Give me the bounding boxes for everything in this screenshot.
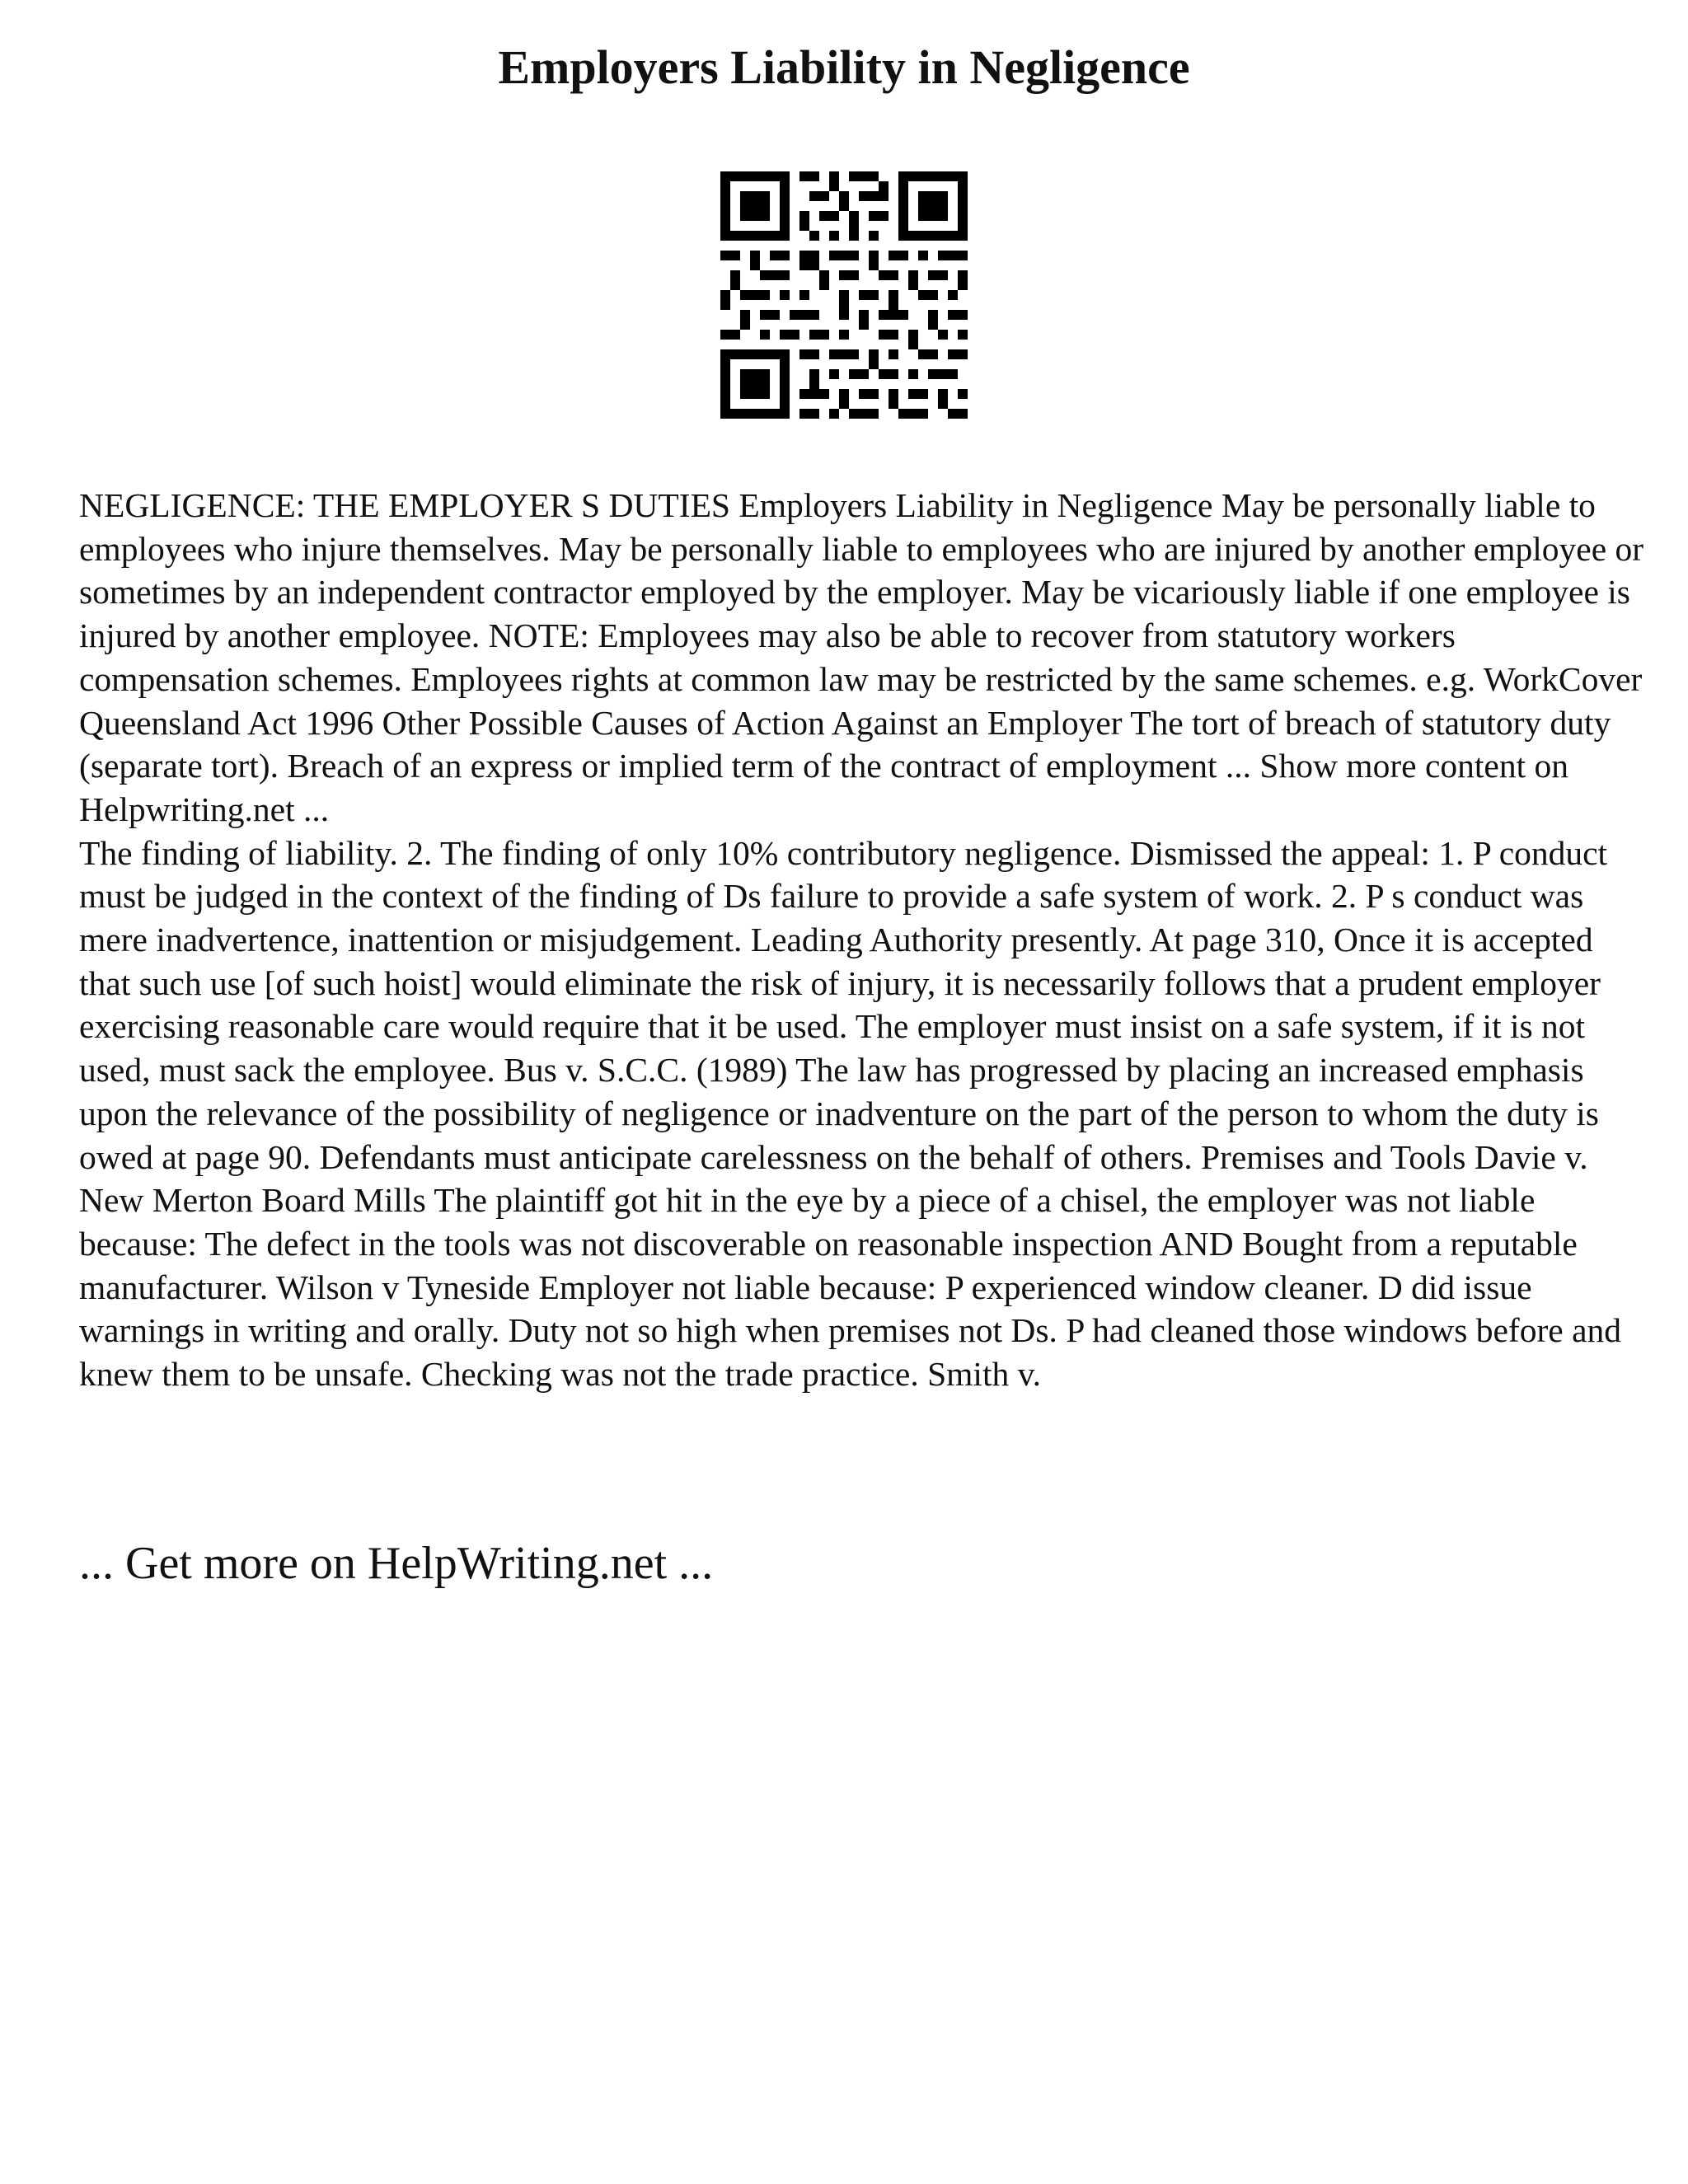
body-paragraph: NEGLIGENCE: THE EMPLOYER S DUTIES Employers Liability in Negligence May be personally liable to employees who injure themselves. May be personally liable to employees who are injured by another employee or sometimes by an independent contractor employed by the employer. May be vicariously liable if one employee is injured by another employee. NOTE: Employees may also be able to recover from statutory workers compensation schemes. Employees rights at common law may be restricted by the same schemes. e.g. WorkCover Queensland Act 1996 Other Possible Causes of Action Against an Employer The tort of breach of statutory duty (separate tort). Breach of an express or implied term of the contract of employment ... Show more content on Helpwriting.net ... bbox=[79, 486, 1644, 828]
body-paragraph: The finding of liability. 2. The finding of only 10% contributory negligence. Dismissed the appeal: 1. P conduct must be judged in the context of the finding of Ds failure to provide a safe system of work. 2. P s conduct was mere inadvertence, inattention or misjudgement. Leading Authority presently. At page 310, Once it is accepted that such use [of such hoist] would eliminate the risk of injury, it is necessarily follows that a prudent employer exercising reasonable care would require that it be used. The employer must insist on a safe system, if it is not used, must sack the employee. Bus v. S.C.C. (1989) The law has progressed by placing an increased emphasis upon the relevance of the possibility of negligence or inadventure on the part of the person to whom the duty is owed at page 90. Defendants must anticipate carelessness on the behalf of others. Premises and Tools Davie v. New Merton Board Mills The plaintiff got hit in the eye by a piece of a chisel, the employer was not liable because: The defect in the tools was not discoverable on reasonable inspection AND Bought from a reputable manufacturer. Wilson v Tyneside Employer not liable because: P experienced window cleaner. D did issue warnings in writing and orally. Duty not so high when premises not Ds. P had cleaned those windows before and knew them to be unsafe. Checking was not the trade practice. Smith v. bbox=[79, 833, 1622, 1394]
document-body bbox=[79, 484, 1645, 1396]
get-more-link[interactable]: ... Get more on HelpWriting.net ... bbox=[79, 1538, 714, 1589]
qr-code-icon[interactable] bbox=[720, 171, 968, 419]
document-title: Employers Liability in Negligence bbox=[498, 40, 1190, 94]
